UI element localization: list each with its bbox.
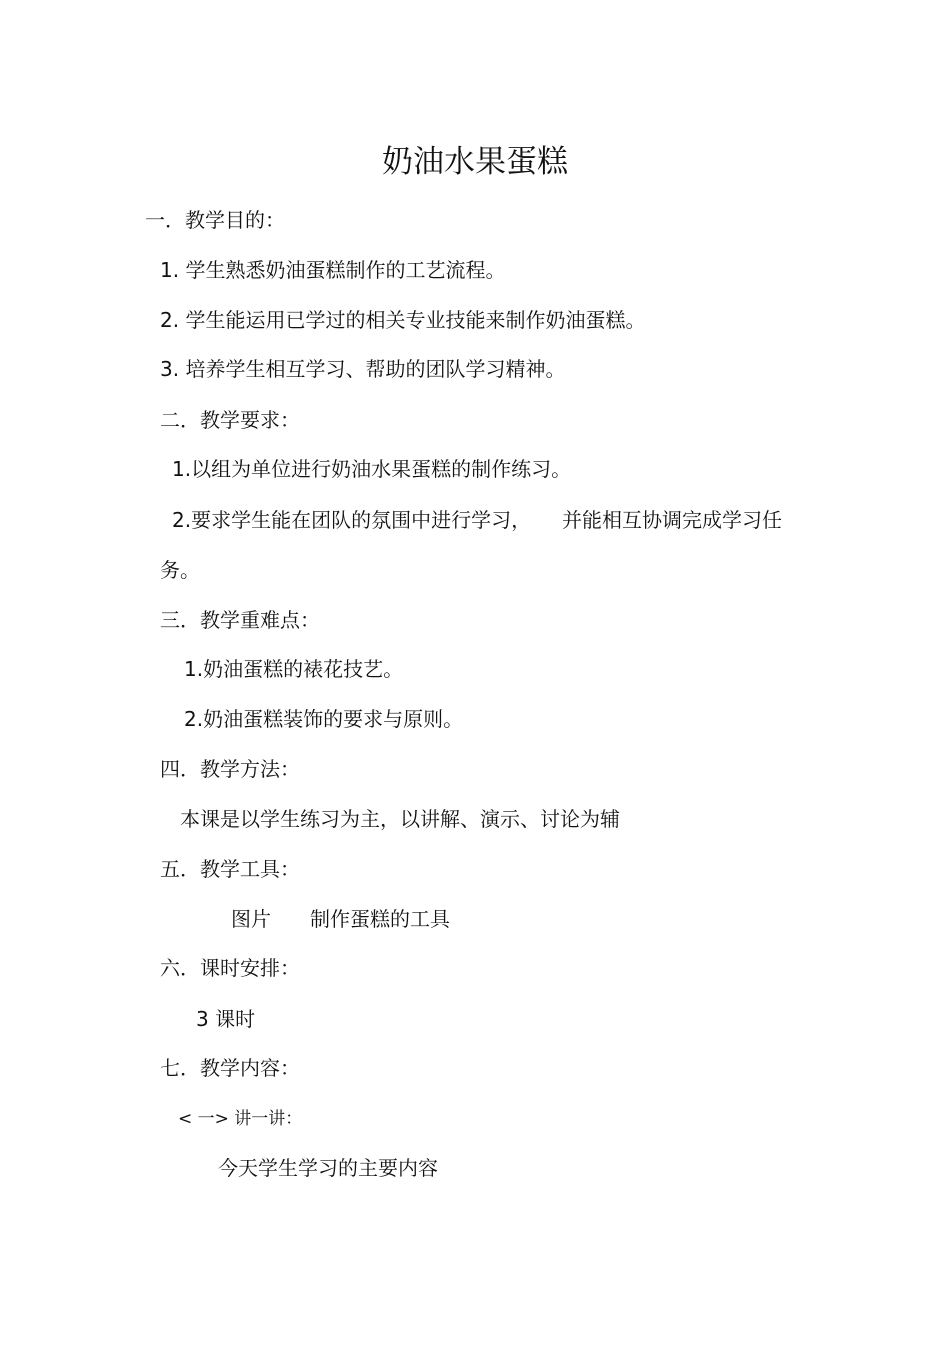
- key-point-item-1: 1.奶油蛋糕的裱花技艺。: [184, 657, 404, 681]
- section-heading-requirements: 二．教学要求：: [160, 408, 300, 432]
- key-point-item-2: 2.奶油蛋糕装饰的要求与原则。: [184, 707, 464, 731]
- section-heading-methods: 四．教学方法：: [160, 757, 300, 781]
- section-heading-schedule: 六．课时安排：: [160, 956, 300, 980]
- schedule-text: 3 课时: [196, 1007, 256, 1031]
- objective-item-2: 2. 学生能运用已学过的相关专业技能来制作奶油蛋糕。: [160, 308, 646, 332]
- objective-item-1: 1. 学生熟悉奶油蛋糕制作的工艺流程。: [160, 258, 506, 282]
- section-heading-content: 七．教学内容：: [160, 1056, 300, 1080]
- methods-text: 本课是以学生练习为主，以讲解、演示、讨论为辅: [180, 807, 620, 831]
- section-heading-tools: 五．教学工具：: [160, 857, 300, 881]
- document-title: 奶油水果蛋糕: [382, 144, 568, 180]
- content-text: 今天学生学习的主要内容: [218, 1156, 438, 1180]
- tool-item-cake-tools: 制作蛋糕的工具: [310, 907, 450, 931]
- requirement-item-2-part2: 并能相互协调完成学习任: [562, 508, 782, 532]
- section-heading-objectives: 一．教学目的：: [145, 208, 285, 232]
- section-heading-key-points: 三．教学重难点：: [160, 608, 320, 632]
- requirement-item-2-continuation: 务。: [160, 558, 200, 582]
- requirement-item-2-part1: 2.要求学生能在团队的氛围中进行学习，: [172, 508, 532, 532]
- content-subheading: < 一> 讲一讲：: [178, 1109, 303, 1129]
- tool-item-pictures: 图片: [231, 907, 271, 931]
- objective-item-3: 3. 培养学生相互学习、帮助的团队学习精神。: [160, 357, 566, 381]
- requirement-item-1: 1.以组为单位进行奶油水果蛋糕的制作练习。: [172, 457, 572, 481]
